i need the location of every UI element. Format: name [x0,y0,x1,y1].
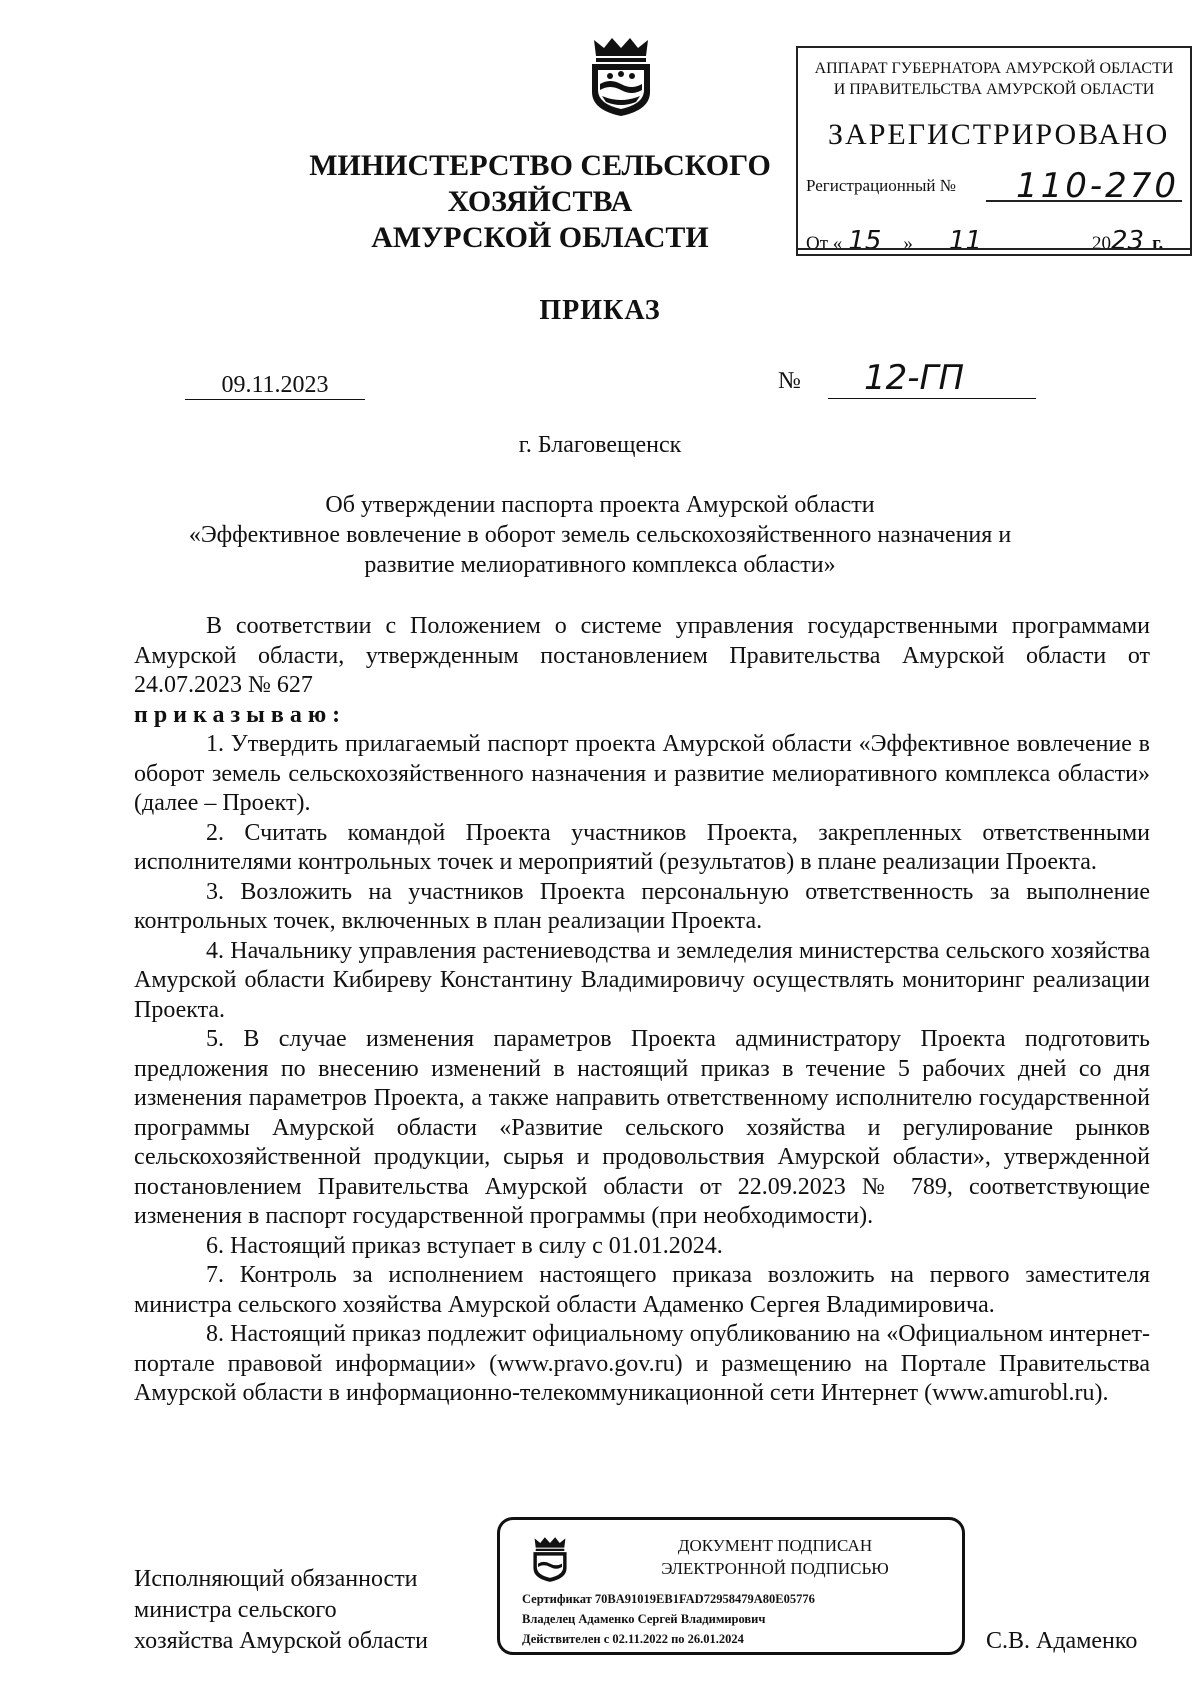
order-item-8: 8. Настоящий приказ подлежит официальному опубликованию на «Официальном интернет-портале правовой информации» (www.pravo.gov.ru) и размещению на Портале Правительства Амурской области в информационно-телекоммуникационной сети Интернет (www.amurobl.ru). [134,1321,1150,1406]
signatory-name: С.В. Адаменко [986,1628,1138,1654]
stamp-registered-label: ЗАРЕГИСТРИРОВАНО [828,118,1170,151]
position-line-1: Исполняющий обязанности [134,1566,418,1592]
stamp-org-line-1: АППАРАТ ГУБЕРНАТОРА АМУРСКОЙ ОБЛАСТИ [814,60,1174,77]
title-line-3: развитие мелиоративного комплекса области» [364,552,836,578]
position-line-2: министра сельского [134,1597,337,1623]
number-sign: № [778,368,801,394]
esign-title-line-1: ДОКУМЕНТ ПОДПИСАН [677,1536,873,1555]
title-line-2: «Эффективное вовлечение в оборот земель сельскохозяйственного назначения и [188,522,1012,548]
stamp-year-suffix: 23 [1110,226,1145,256]
order-item-5: 5. В случае изменения параметров Проекта администратору Проекта подготовить предложения по внесению изменений в настоящий приказ в течение 5 рабочих дней со дня изменения параметров Проекта, а также направить ответственному исполнителю государственной программы Амурской области «Развитие сельского хозяйства и регулирование рынков сельскохозяйственной продукции, сырья и продовольствия Амурской области», утвержденной постановлением Правительства Амурской области от 22.09.2023 № 789, соответствующие изменения в паспорт государственной программы (при необходимости). [134,1026,1150,1229]
ministry-name [290,148,790,256]
order-item-6: 6. Настоящий приказ вступает в силу с 01.01.2024. [206,1232,723,1259]
stamp-date-row [806,226,1163,256]
order-item-7: 7. Контроль за исполнением настоящего приказа возложить на первого заместителя министра сельского хозяйства Амурской области Адаменко Сергея Владимировича. [134,1262,1150,1318]
intro-paragraph: В соответствии с Положением о системе управления государственными программами Амурской области, утвержденным постановлением Правительства Амурской области от 24.07.2023 № 627 [134,613,1150,698]
stamp-org-line-2: И ПРАВИТЕЛЬСТВА АМУРСКОЙ ОБЛАСТИ [833,81,1155,98]
esign-validity: Действителен с 02.11.2022 по 26.01.2024 [522,1632,744,1646]
electronic-signature-stamp [497,1517,965,1655]
stamp-date-mid: » [903,233,913,254]
order-item-1: 1. Утвердить прилагаемый паспорт проекта Амурской области «Эффективное вовлечение в оборот земель сельскохозяйственного назначения и развитие мелиоративного комплекса области» (далее – Проект). [134,731,1150,816]
registration-stamp [796,46,1192,256]
esign-owner: Владелец Адаменко Сергей Владимирович [522,1612,766,1626]
order-item-3: 3. Возложить на участников Проекта персональную ответственность за выполнение контрольных точек, включенных в план реализации Проекта. [134,878,1150,934]
order-item-4: 4. Начальнику управления растениеводства и земледелия министерства сельского хозяйства Амурской области Кибиреву Константину Владимировичу осуществлять мониторинг реализации Проекта. [134,937,1150,1023]
position-line-3: хозяйства Амурской области [134,1628,428,1654]
document-body [134,612,1150,1409]
ministry-line-1: МИНИСТЕРСТВО СЕЛЬСКОГО ХОЗЯЙСТВА [309,149,771,218]
stamp-date-underline [798,248,1190,250]
stamp-reg-number: 110-270 [1016,166,1180,206]
document-title [160,490,1040,580]
esign-title [610,1534,940,1580]
stamp-month: 11 [948,226,982,256]
stamp-year-end: г. [1152,233,1164,254]
document-type: ПРИКАЗ [539,295,661,326]
order-word: приказываю: [134,701,347,728]
coat-of-arms-small-icon [530,1534,570,1584]
esign-title-line-2: ЭЛЕКТРОННОЙ ПОДПИСЬЮ [661,1559,889,1578]
stamp-year-prefix: 20 [1091,233,1111,254]
document-date: 09.11.2023 [185,372,365,400]
stamp-reg-number-label: Регистрационный № [806,176,956,195]
stamp-date-prefix: От « [806,233,843,254]
document-number: 12-ГП [828,358,1036,399]
stamp-organization [798,58,1190,100]
esign-certificate: Сертификат 70BA91019EB1FAD72958479A80E05776 [522,1592,815,1606]
ministry-line-2: АМУРСКОЙ ОБЛАСТИ [371,221,709,254]
signatory-position [134,1564,428,1657]
coat-of-arms-emblem [586,34,656,118]
document-city: г. Благовещенск [518,432,682,458]
stamp-day: 15 [848,226,882,256]
title-line-1: Об утверждении паспорта проекта Амурской области [325,492,875,518]
order-item-2: 2. Считать командой Проекта участников Проекта, закрепленных ответственными исполнителями контрольных точек и мероприятий (результатов) в плане реализации Проекта. [134,819,1150,875]
